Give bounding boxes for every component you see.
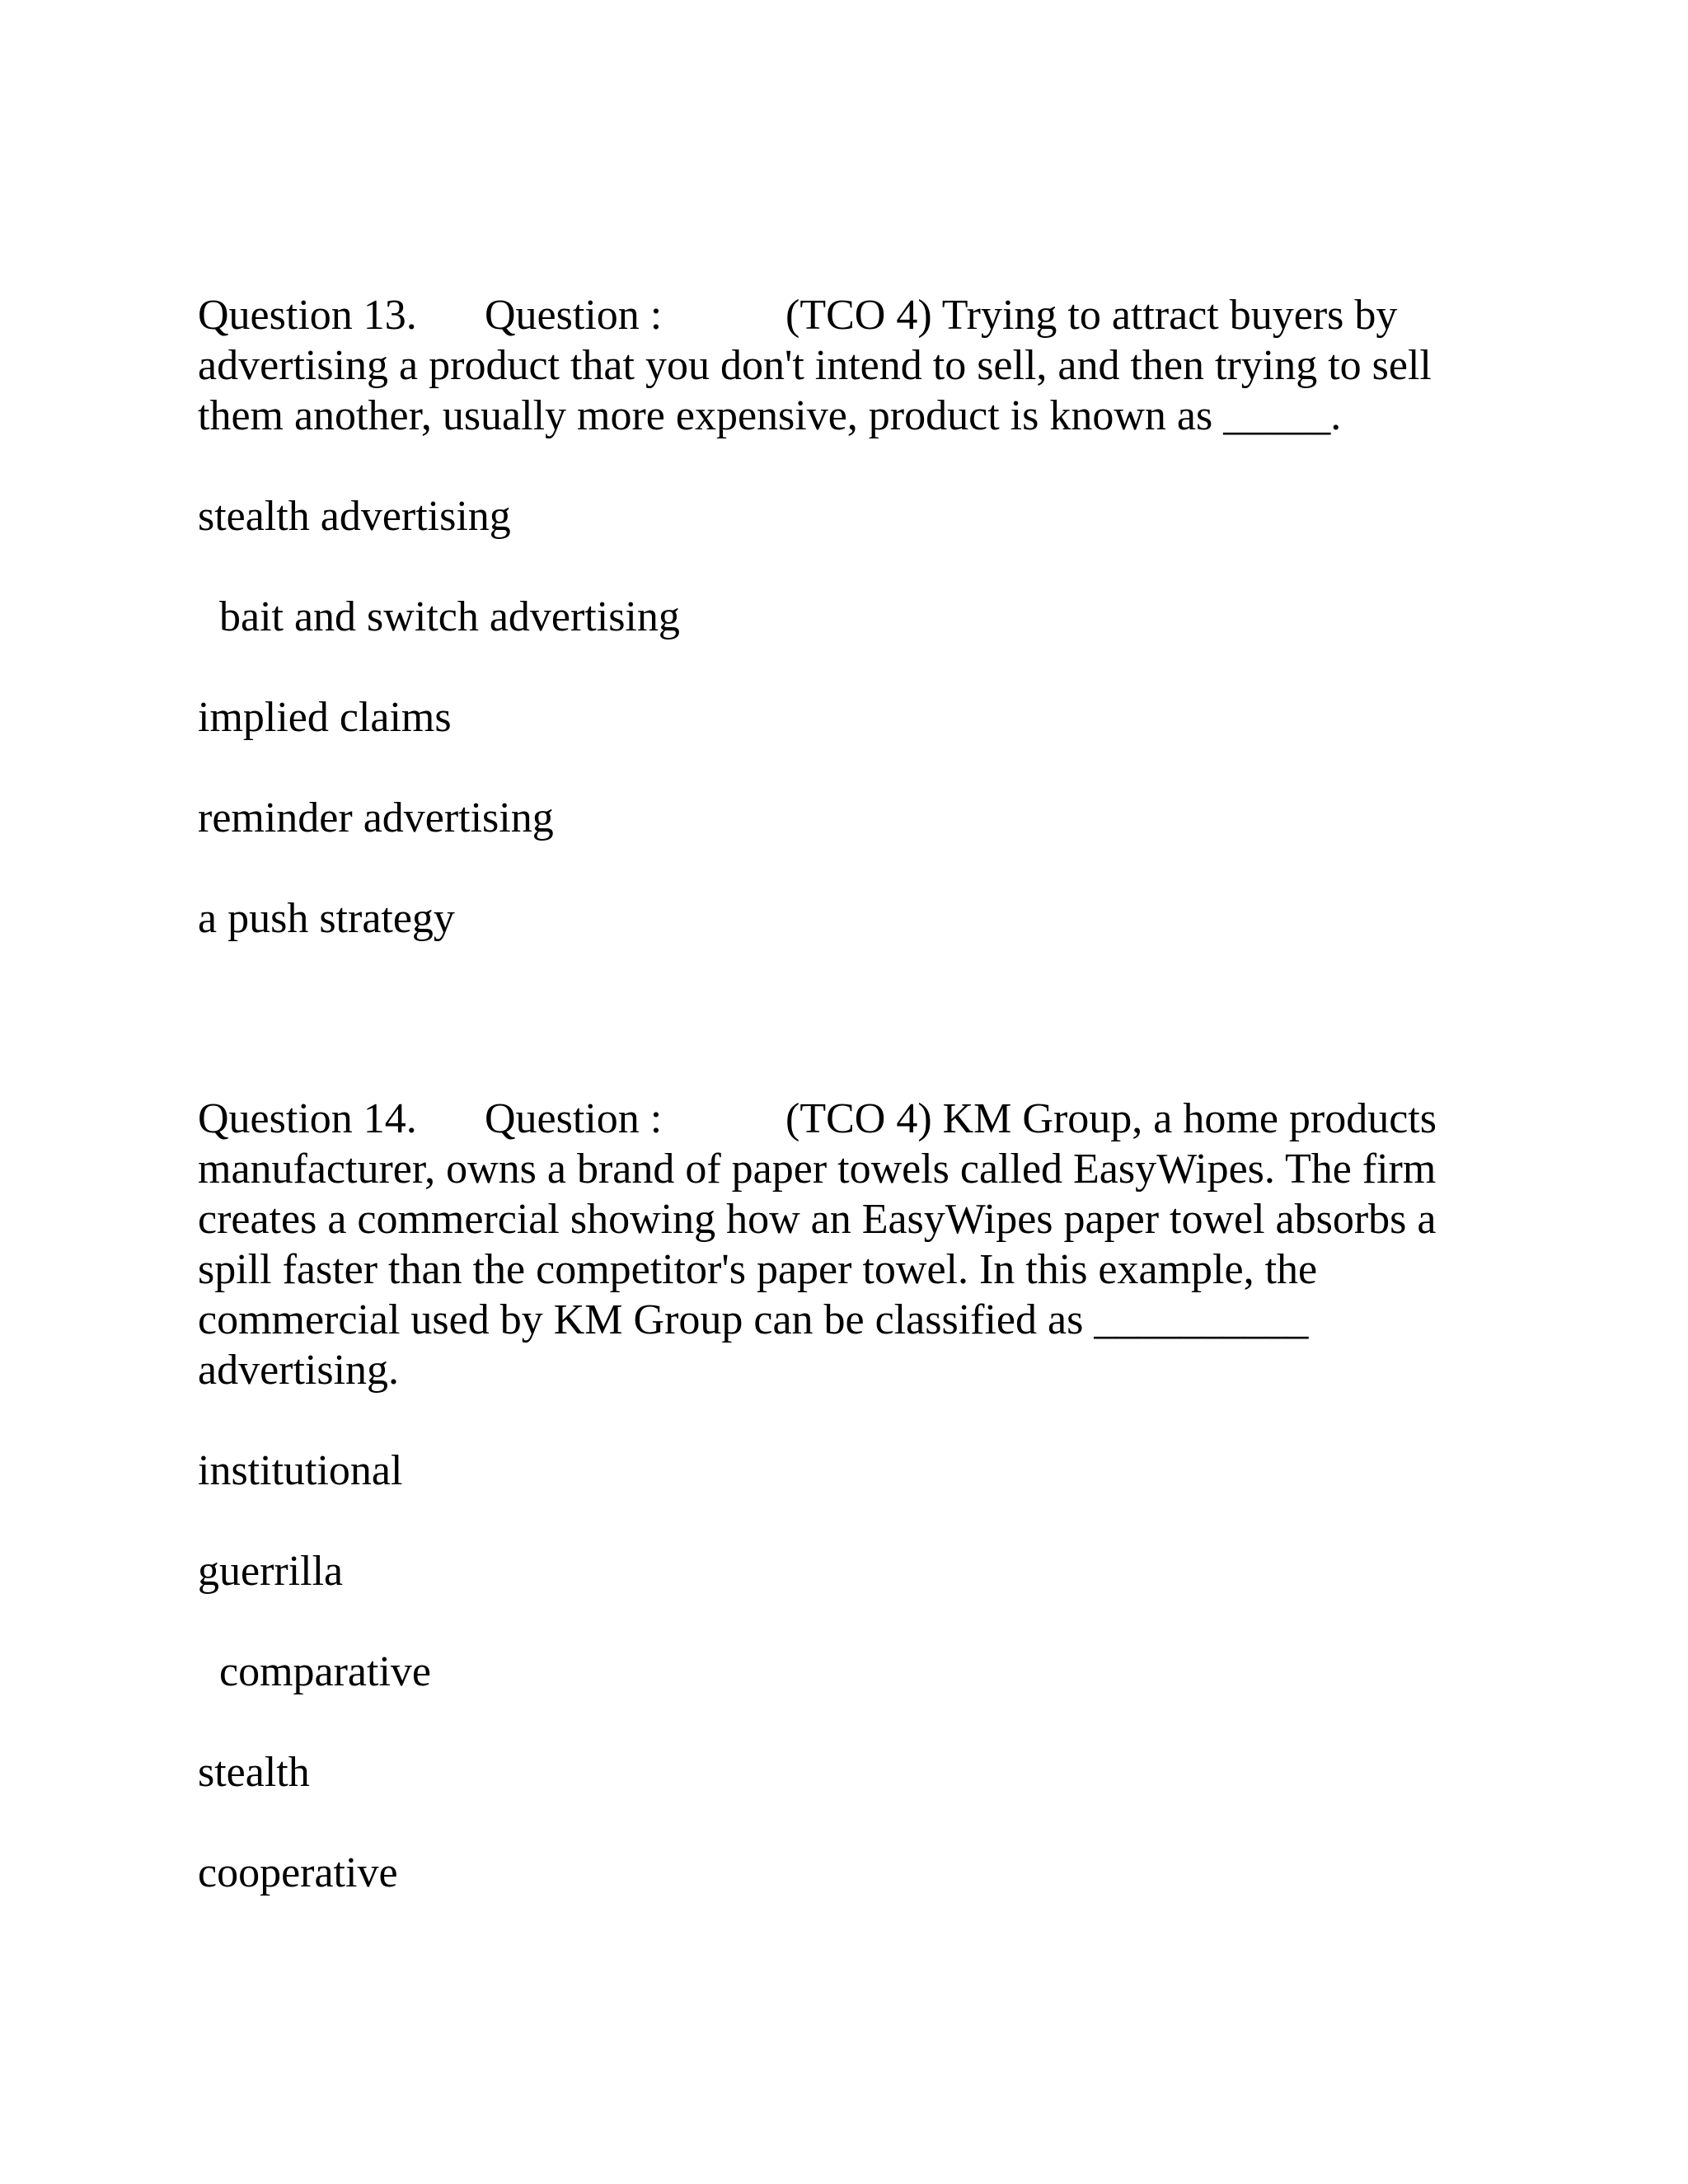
question-13-answers xyxy=(198,491,1484,944)
question-14-stem xyxy=(198,1094,1484,1395)
question-13 xyxy=(198,290,1484,994)
question-14-answer-1: institutional xyxy=(198,1447,403,1494)
question-14-answer-2: guerrilla xyxy=(198,1548,344,1595)
question-13-answer-3: implied claims xyxy=(198,694,452,741)
question-14-text-line-4: spill faster than the competitor's paper towel. In this example, the xyxy=(198,1246,1318,1293)
question-13-text-line-2: advertising a product that you don't intend to sell, and then trying to sell xyxy=(198,342,1432,389)
question-13-answer-1: stealth advertising xyxy=(198,493,511,540)
question-14-text-line-3: creates a commercial showing how an EasyWipes paper towel absorbs a xyxy=(198,1196,1437,1243)
question-14-number: Question 14. xyxy=(198,1095,417,1142)
question-14-text-line-2: manufacturer, owns a brand of paper towels called EasyWipes. The firm xyxy=(198,1146,1437,1193)
question-13-number: Question 13. xyxy=(198,292,417,339)
question-13-stem xyxy=(198,290,1484,441)
question-13-answer-2: bait and switch advertising xyxy=(219,593,680,640)
question-14-text-line-1: (TCO 4) KM Group, a home products xyxy=(785,1095,1437,1142)
question-14-answer-4: stealth xyxy=(198,1749,310,1796)
question-13-answer-4: reminder advertising xyxy=(198,794,554,841)
question-14-answer-5: cooperative xyxy=(198,1849,398,1896)
question-14-answers xyxy=(198,1446,1484,1898)
question-13-answer-5: a push strategy xyxy=(198,895,455,942)
question-14-text-line-5: commercial used by KM Group can be classified as __________ xyxy=(198,1296,1309,1343)
question-14-label: Question : xyxy=(485,1095,663,1142)
question-14-stem-line-1 xyxy=(198,1094,1484,1144)
question-13-stem-line-1 xyxy=(198,290,1484,340)
question-14-text-line-6: advertising. xyxy=(198,1347,400,1394)
question-14-answer-3: comparative xyxy=(219,1648,431,1695)
question-14 xyxy=(198,1094,1484,1948)
question-13-text-line-1: (TCO 4) Trying to attract buyers by xyxy=(785,292,1398,339)
question-13-label: Question : xyxy=(485,292,663,339)
question-13-text-line-3: them another, usually more expensive, product is known as _____. xyxy=(198,392,1342,439)
